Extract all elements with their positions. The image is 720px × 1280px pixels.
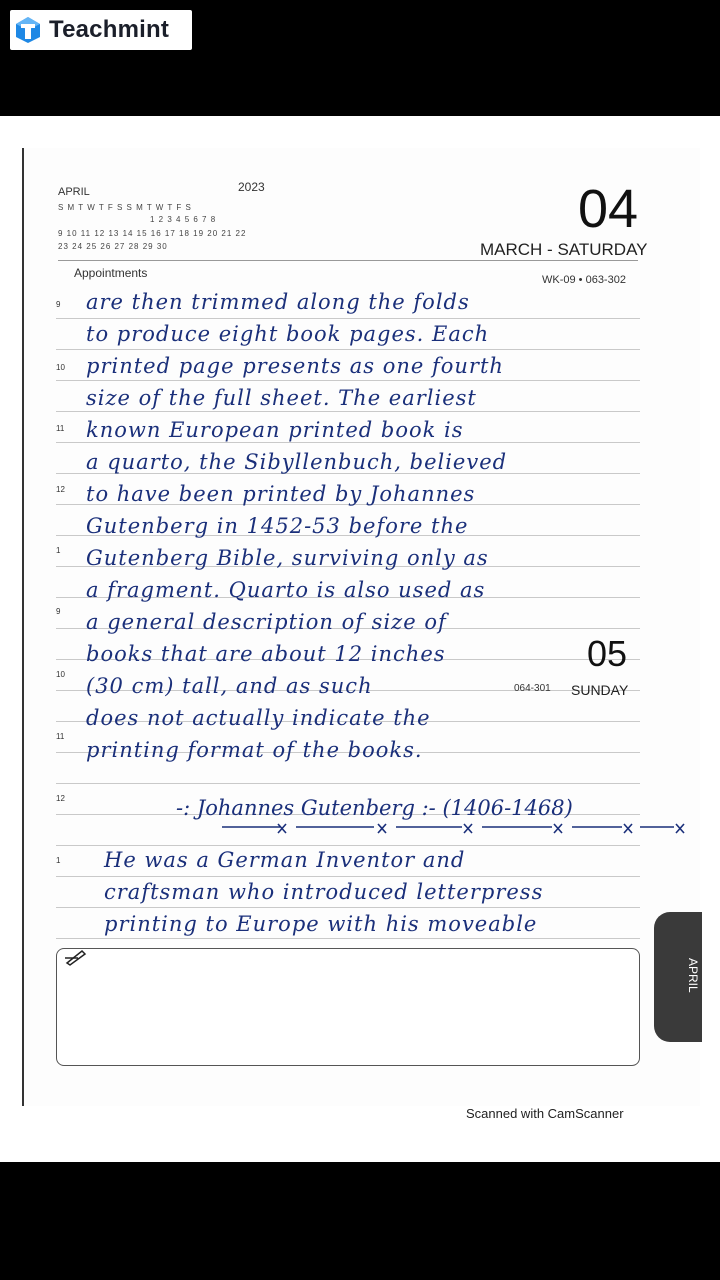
ruled-line: [56, 783, 640, 784]
handwritten-line: He was a German Inventor and: [104, 848, 466, 872]
next-day-label: SUNDAY: [571, 682, 629, 698]
pencil-icon: [64, 948, 88, 966]
calendar-year: 2023: [238, 180, 265, 194]
calendar-row: 9 10 11 12 13 14 15 16 17 18 19 20 21 22: [58, 229, 247, 238]
hour-label: 12: [56, 485, 65, 494]
brand-name: Teachmint: [49, 16, 170, 43]
next-date: 05: [587, 633, 628, 674]
notes-box: [56, 948, 640, 1066]
handwritten-line: Gutenberg Bible, surviving only as: [86, 546, 489, 570]
week-code: WK-09 • 063-302: [542, 274, 626, 286]
handwritten-line: books that are about 12 inches: [86, 642, 446, 666]
diary-day-label: MARCH - SATURDAY: [480, 240, 648, 259]
handwritten-line: craftsman who introduced letterpress: [104, 880, 544, 904]
handwritten-line: are then trimmed along the folds: [86, 290, 470, 314]
calendar-row: 23 24 25 26 27 28 29 30: [58, 242, 168, 251]
ruled-line: [56, 318, 640, 319]
ruled-line: [56, 380, 640, 381]
hour-label: 12: [56, 794, 65, 803]
ruled-line: [56, 845, 640, 846]
hour-label: 10: [56, 670, 65, 679]
next-day-code: 064-301: [514, 683, 551, 694]
diary-date: 04: [578, 179, 639, 239]
month-tab-label: APRIL: [686, 958, 700, 993]
hour-label: 11: [56, 732, 65, 741]
handwritten-line: (30 cm) tall, and as such: [86, 674, 373, 698]
hour-label: 1: [56, 546, 61, 555]
handwritten-line: printing format of the books.: [86, 738, 423, 762]
ruled-line: [56, 876, 640, 877]
ruled-line: [56, 938, 640, 939]
ruled-line: [56, 907, 640, 908]
header-divider: [58, 260, 638, 261]
ruled-line: [56, 349, 640, 350]
hour-label: 11: [56, 424, 65, 433]
handwritten-line: a general description of size of: [86, 610, 447, 634]
hour-label: 1: [56, 856, 61, 865]
camscanner-watermark: Scanned with CamScanner: [466, 1106, 624, 1121]
calendar-month: APRIL: [58, 186, 90, 198]
handwritten-line: printed page presents as one fourth: [86, 354, 504, 378]
calendar-weekdays: S M T W T F S S M T W T F S: [58, 203, 192, 212]
bottom-bar: [0, 1162, 720, 1280]
handwritten-line: to have been printed by Johannes: [86, 482, 476, 506]
hour-label: 10: [56, 363, 65, 372]
handwritten-line: to produce eight book pages. Each: [86, 322, 490, 346]
appointments-label: Appointments: [74, 266, 148, 280]
top-bar: [0, 0, 720, 116]
handwritten-line: size of the full sheet. The earliest: [86, 386, 477, 410]
ruled-line: [56, 442, 640, 443]
hour-label: 9: [56, 300, 61, 309]
teachmint-logo-icon: [13, 15, 43, 45]
heading-underline: [222, 822, 688, 836]
ruled-line: [56, 411, 640, 412]
calendar-row: 1 2 3 4 5 6 7 8: [150, 215, 217, 224]
handwritten-line: a quarto, the Sibyllenbuch, believed: [86, 450, 508, 474]
handwritten-line: known European printed book is: [86, 418, 464, 442]
teachmint-logo: [10, 10, 192, 50]
hour-label: 9: [56, 607, 61, 616]
handwritten-line: does not actually indicate the: [86, 706, 431, 730]
handwritten-line: Gutenberg in 1452-53 before the: [86, 514, 469, 538]
handwritten-line: printing to Europe with his moveable: [104, 912, 538, 936]
handwritten-line: a fragment. Quarto is also used as: [86, 578, 486, 602]
section-heading: -: Johannes Gutenberg :- (1406-1468): [176, 796, 573, 820]
